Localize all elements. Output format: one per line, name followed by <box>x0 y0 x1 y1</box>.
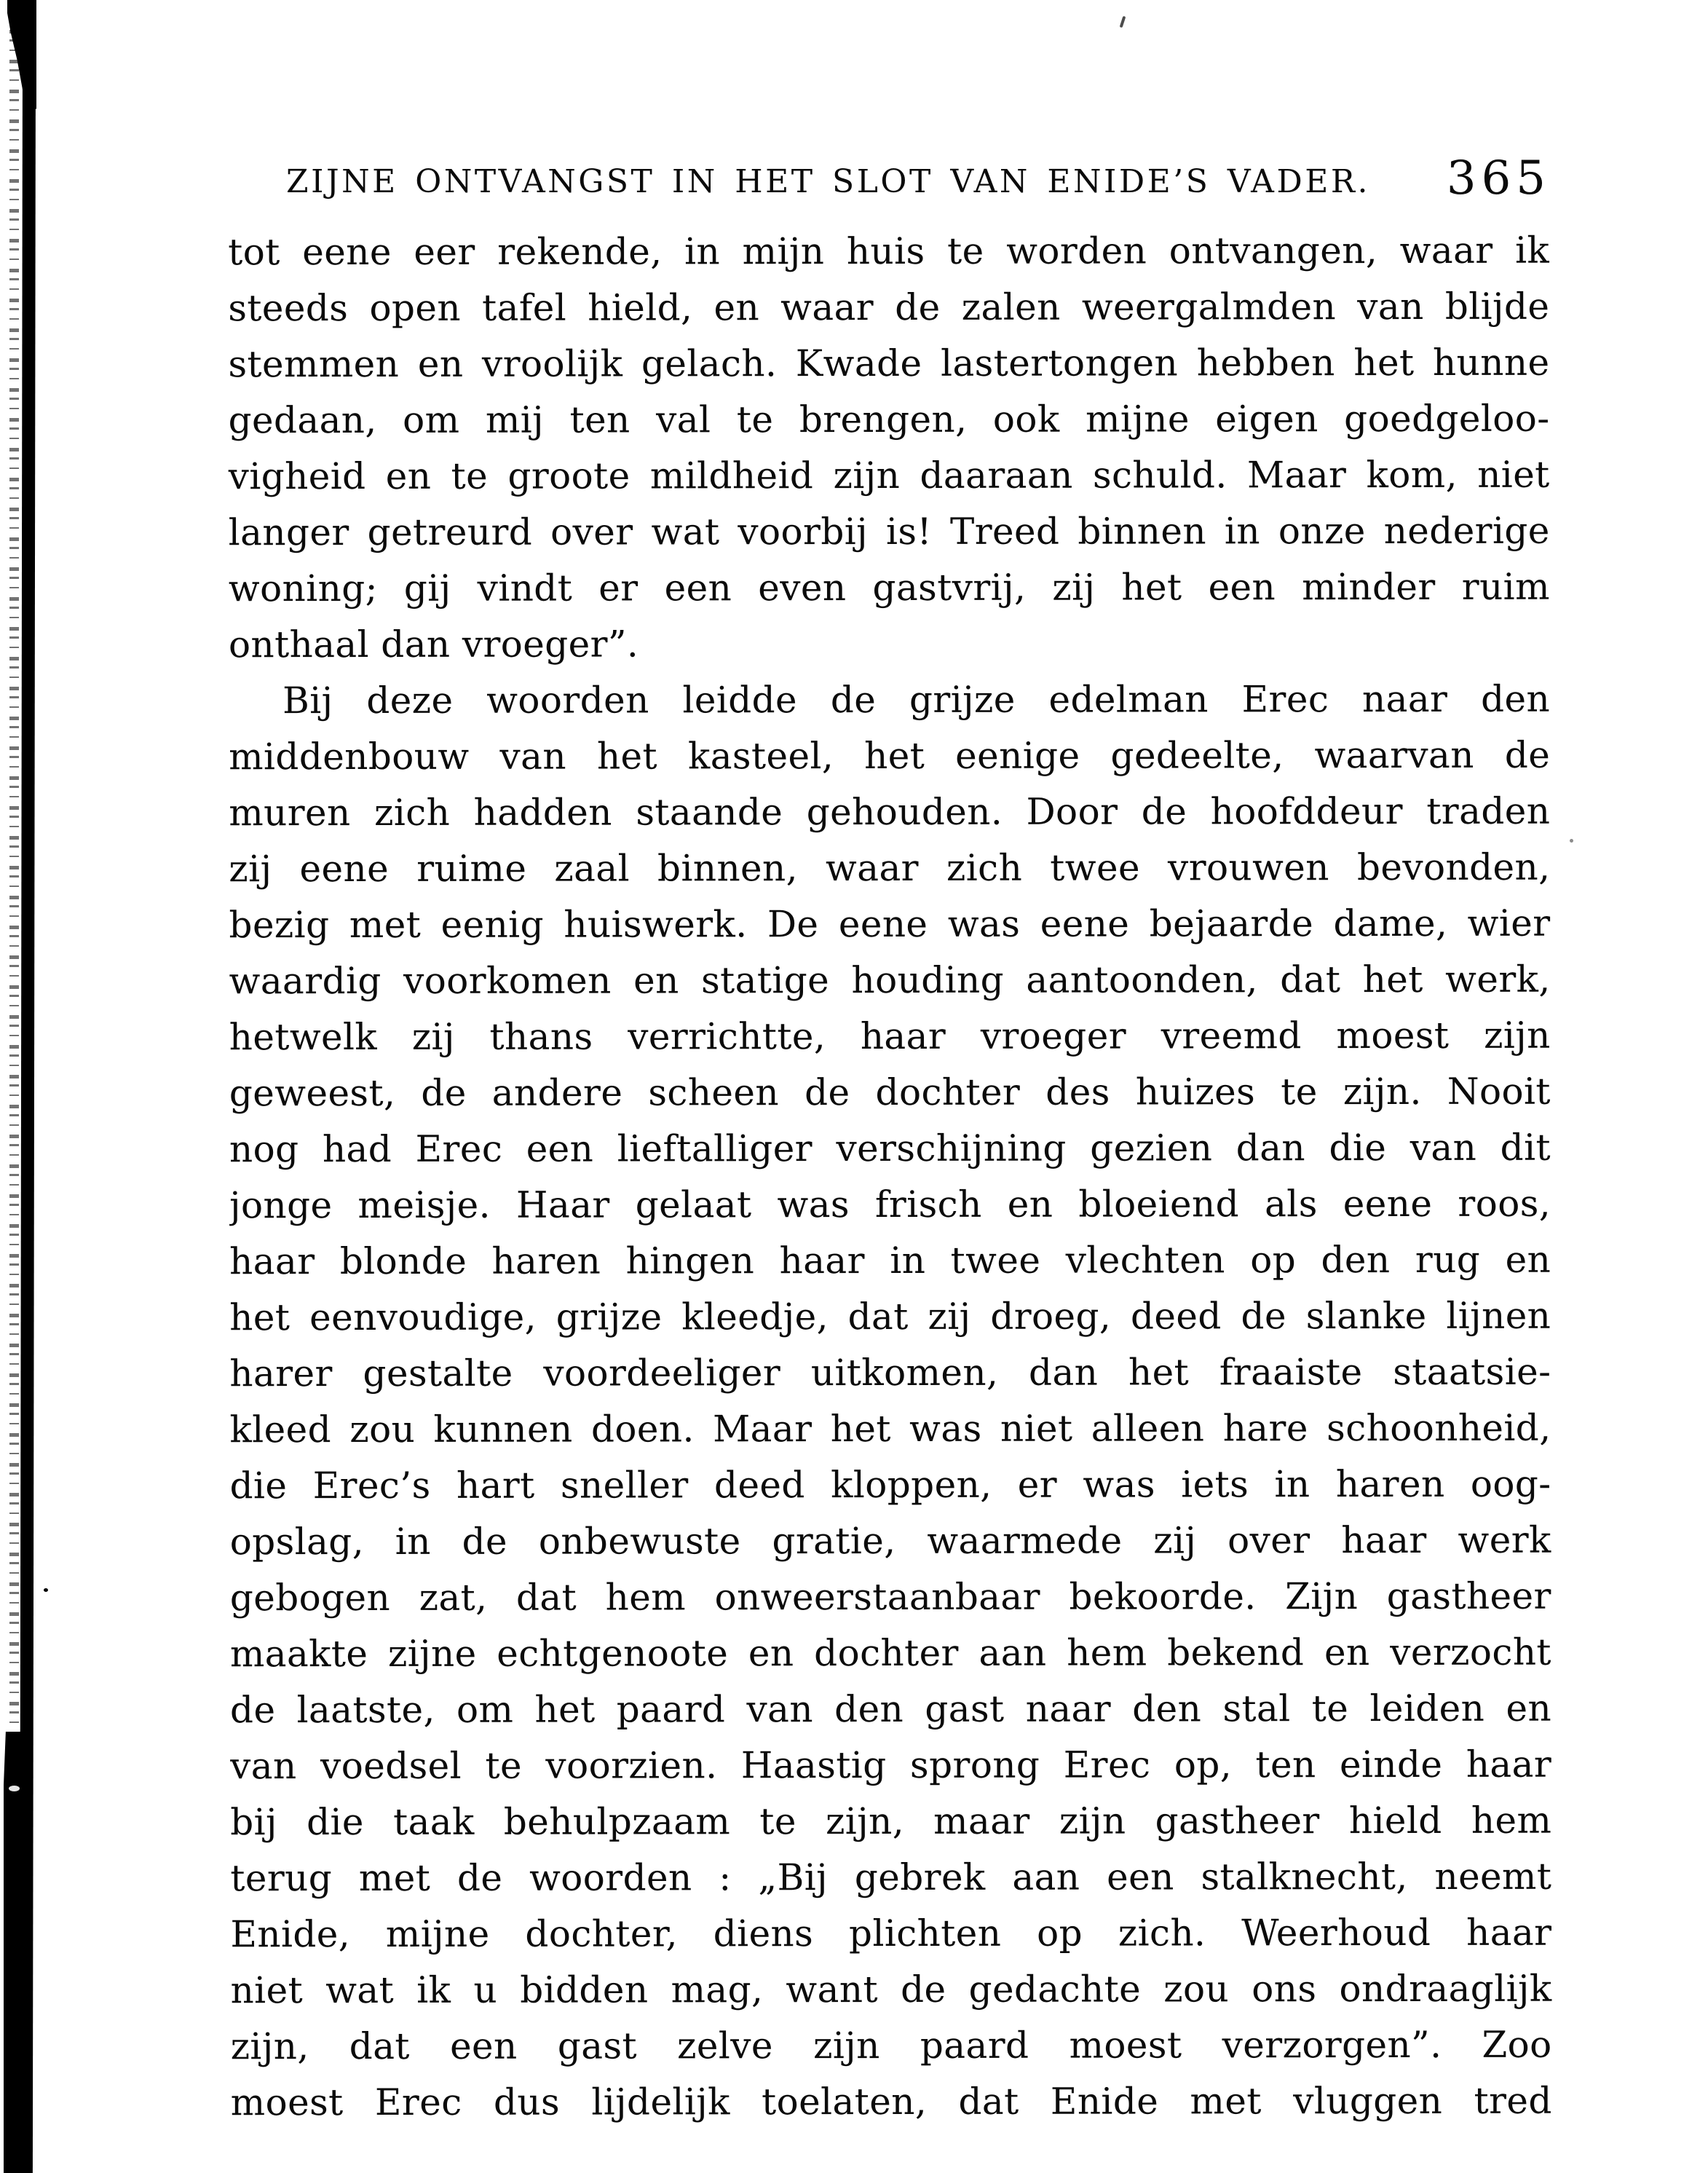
text-line: bezig met eenig huiswerk. De eene was eene bejaarde dame, wier <box>229 902 1551 947</box>
text-line: het eenvoudige, grijze kleedje, dat zij droeg, deed de slanke lijnen <box>229 1294 1551 1339</box>
text-line: bij die taak behulpzaam te zijn, maar zijn gastheer hield hem <box>230 1799 1552 1844</box>
text-line: waardig voorkomen en statige houding aantoonden, dat het werk, <box>229 958 1551 1003</box>
text-line: middenbouw van het kasteel, het eenige gedeelte, waarvan de <box>229 733 1551 778</box>
text-line: langer getreurd over wat voorbij is! Treed binnen in onze nederige <box>228 509 1550 554</box>
text-line: zij eene ruime zaal binnen, waar zich twee vrouwen bevonden, <box>229 845 1551 891</box>
text-line: jonge meisje. Haar gelaat was frisch en bloeiend als eene roos, <box>229 1182 1551 1227</box>
running-header: ZIJNE ONTVANGST IN HET SLOT VAN ENIDE’S VADER. <box>286 163 1370 200</box>
text-line: Bij deze woorden leidde de grijze edelman Erec naar den <box>282 677 1551 722</box>
text-line: zijn, dat een gast zelve zijn paard moest verzorgen”. Zoo <box>230 2023 1552 2068</box>
text-line: geweest, de andere scheen de dochter des huizes te zijn. Nooit <box>229 1070 1551 1115</box>
text-line: gedaan, om mij ten val te brengen, ook mijne eigen goedgeloo- <box>228 397 1550 442</box>
text-line: maakte zijne echtgenoote en dochter aan hem bekend en verzocht <box>229 1630 1551 1676</box>
text-line: Enide, mijne dochter, diens plichten op zich. Weerhoud haar <box>230 1911 1552 1956</box>
text-line: tot eene eer rekende, in mijn huis te worden ontvangen, waar ik <box>228 229 1550 274</box>
scan-speckle <box>9 1786 20 1791</box>
text-line: de laatste, om het paard van den gast naar den stal te leiden en <box>229 1687 1552 1732</box>
text-line: gebogen zat, dat hem onweerstaanbaar bekoorde. Zijn gastheer <box>229 1574 1551 1620</box>
page-number: 365 <box>1446 151 1551 205</box>
text-line: onthaal dan vroeger”. <box>228 623 639 666</box>
text-line: vigheid en te groote mildheid zijn daaraan schuld. Maar kom, niet <box>228 453 1550 498</box>
body-text <box>228 223 1552 2131</box>
text-line: hetwelk zij thans verrichtte, haar vroeger vreemd moest zijn <box>229 1014 1551 1059</box>
text-line: moest Erec dus lijdelijk toelaten, dat Enide met vluggen tred <box>230 2079 1552 2124</box>
text-line: kleed zou kunnen doen. Maar het was niet alleen hare schoonheid, <box>229 1406 1551 1451</box>
page-header <box>229 149 1551 215</box>
text-line: haar blonde haren hingen haar in twee vlechten op den rug en <box>229 1238 1551 1283</box>
text-line: harer gestalte voordeeliger uitkomen, dan het fraaiste staatsie- <box>229 1350 1551 1395</box>
binding-bar-bottom <box>4 1732 30 2173</box>
binding-shadow <box>0 0 51 2173</box>
text-line: die Erec’s hart sneller deed kloppen, er was iets in haren oog- <box>229 1462 1551 1507</box>
scan-speckle <box>1570 839 1573 843</box>
text-line: van voedsel te voorzien. Haastig sprong Erec op, ten einde haar <box>230 1743 1552 1788</box>
text-line: terug met de woorden : „Bij gebrek aan een stalknecht, neemt <box>230 1855 1552 1900</box>
text-line: nog had Erec een lieftalliger verschijning gezien dan die van dit <box>229 1126 1551 1171</box>
text-line: stemmen en vroolijk gelach. Kwade lastertongen hebben het hunne <box>228 341 1550 386</box>
scan-speckle <box>1120 16 1126 28</box>
text-line: muren zich hadden staande gehouden. Door de hoofddeur traden <box>229 789 1551 835</box>
text-line: woning; gij vindt er een even gastvrij, zij het een minder ruim <box>228 565 1550 610</box>
text-line: niet wat ik u bidden mag, want de gedachte zou ons ondraaglijk <box>230 1967 1552 2012</box>
page-content <box>229 149 1551 2130</box>
scan-speckle <box>44 1588 48 1592</box>
text-line: steeds open tafel hield, en waar de zalen weergalmden van blijde <box>228 285 1550 330</box>
text-line: opslag, in de onbewuste gratie, waarmede zij over haar werk <box>229 1518 1551 1563</box>
